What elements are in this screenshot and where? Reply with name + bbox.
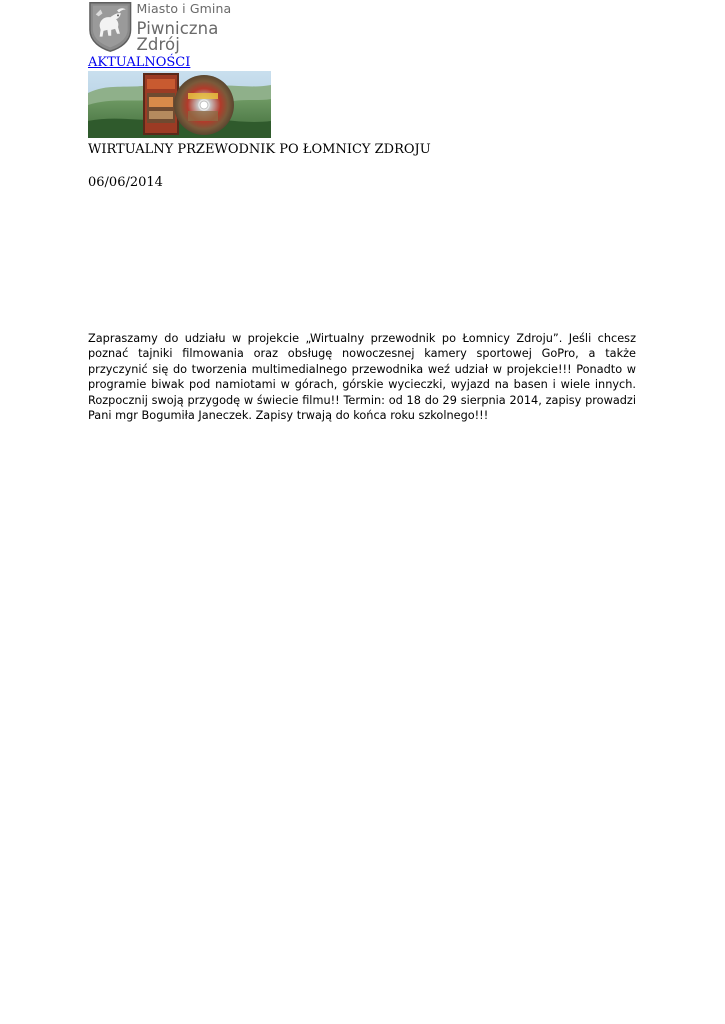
article-date: 06/06/2014 [88, 175, 163, 190]
crest-icon [88, 0, 133, 53]
article-title: WIRTUALNY PRZEWODNIK PO ŁOMNICY ZDROJU [88, 142, 431, 157]
logo-line2: Piwniczna Zdrój [136, 18, 219, 54]
article-thumbnail[interactable] [88, 71, 271, 138]
logo-text [137, 3, 263, 54]
section-link-aktualnosci[interactable]: AKTUALNOŚCI [88, 55, 191, 70]
site-logo[interactable] [88, 0, 263, 54]
dvd-case [143, 73, 179, 135]
logo-line1: Miasto i Gmina [136, 1, 232, 16]
dvd-disc [174, 75, 234, 135]
article-body: Zapraszamy do udziału w projekcie „Wirtualny przewodnik po Łomnicy Zdroju”. Jeśli chcesz poznać tajniki filmowania oraz obsługę nowoczesnej kamery sportowej GoPro, a także przyczynić się do tworzenia multimedialnego przewodnika weź udział w projekcie!!! Ponadto w programie biwak pod namiotami w górach, górskie wycieczki, wyjazd na basen i wiele innych. Rozpocznij swoją przygodę w świecie filmu!! Termin: od 18 do 29 sierpnia 2014, zapisy prowadzi Pani mgr Bogumiła Janeczek. Zapisy trwają do końca roku szkolnego!!! [88, 332, 636, 423]
